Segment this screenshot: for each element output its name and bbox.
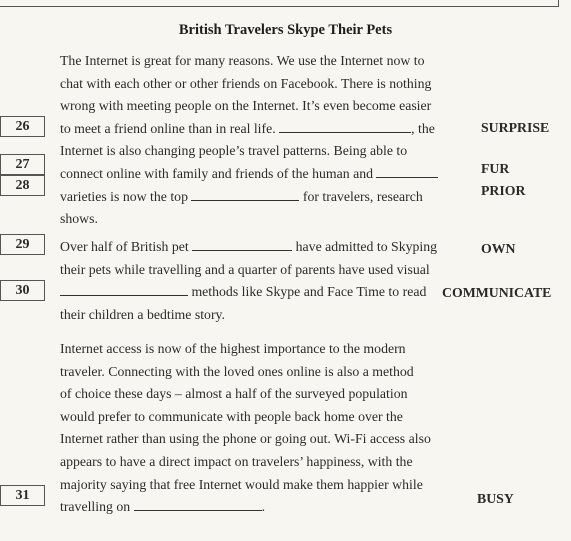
text-line: The Internet is great for many reasons. We use the Internet now to bbox=[60, 53, 425, 68]
question-number-27: 27 bbox=[0, 154, 45, 175]
question-number-26: 26 bbox=[0, 116, 45, 137]
keyword-31: BUSY bbox=[477, 491, 514, 506]
answer-blank-31[interactable] bbox=[134, 498, 262, 511]
text-line: connect online with family and friends of the human and bbox=[60, 163, 440, 186]
paragraph-1 bbox=[60, 50, 440, 231]
answer-blank-28[interactable] bbox=[191, 188, 299, 201]
page-title: British Travelers Skype Their Pets bbox=[178, 22, 393, 38]
text-line: shows. bbox=[60, 211, 98, 227]
text-line: Over half of British pet have admitted to Skyping bbox=[60, 239, 438, 254]
text-line: majority saying that free Internet would make them happier while bbox=[60, 476, 423, 492]
keyword-30: COMMUNICATE bbox=[442, 285, 552, 300]
text-line: Internet rather than using the phone or going out. Wi-Fi access also bbox=[60, 431, 431, 447]
question-number-28: 28 bbox=[0, 175, 45, 196]
answer-blank-27[interactable] bbox=[376, 165, 438, 178]
text-line: travelling on . bbox=[60, 499, 266, 515]
answer-blank-29[interactable] bbox=[192, 238, 292, 251]
text-line: to meet a friend online than in real life. , the bbox=[60, 120, 435, 136]
text-line: would prefer to communicate with people back home over the bbox=[60, 408, 403, 424]
paragraph-3 bbox=[60, 338, 440, 519]
text-line: of choice these days – almost a half of the surveyed population bbox=[60, 386, 408, 402]
question-number-29: 29 bbox=[0, 234, 45, 255]
keyword-27: FUR bbox=[481, 161, 510, 176]
answer-blank-30[interactable] bbox=[60, 283, 188, 296]
question-number-31: 31 bbox=[0, 485, 45, 506]
text-line: their pets while travelling and a quarter of parents have used visual bbox=[60, 261, 430, 277]
text-line: their children a bedtime story. bbox=[60, 306, 225, 322]
text-line: Internet access is now of the highest importance to the modern bbox=[60, 341, 406, 356]
keyword-26: SURPRISE bbox=[481, 120, 550, 135]
text-line: wrong with meeting people on the Internet. It’s even become easier bbox=[60, 98, 432, 114]
text-line: Internet is also changing people’s travel patterns. Being able to bbox=[60, 143, 408, 159]
text-line: methods like Skype and Face Time to read bbox=[60, 281, 440, 304]
question-number-30: 30 bbox=[0, 280, 45, 301]
text-line: chat with each other or other friends on Facebook. There is nothing bbox=[60, 75, 432, 91]
text-line: traveler. Connecting with the loved ones online is also a method bbox=[60, 363, 414, 379]
previous-task-frame bbox=[0, 0, 559, 7]
paragraph-2 bbox=[60, 236, 440, 326]
keyword-28: PRIOR bbox=[481, 183, 526, 198]
text-line: appears to have a direct impact on travelers’ happiness, with the bbox=[60, 453, 413, 469]
keyword-29: OWN bbox=[481, 241, 516, 256]
answer-blank-26[interactable] bbox=[279, 120, 411, 133]
text-line: varieties is now the top for travelers, research bbox=[60, 188, 423, 204]
